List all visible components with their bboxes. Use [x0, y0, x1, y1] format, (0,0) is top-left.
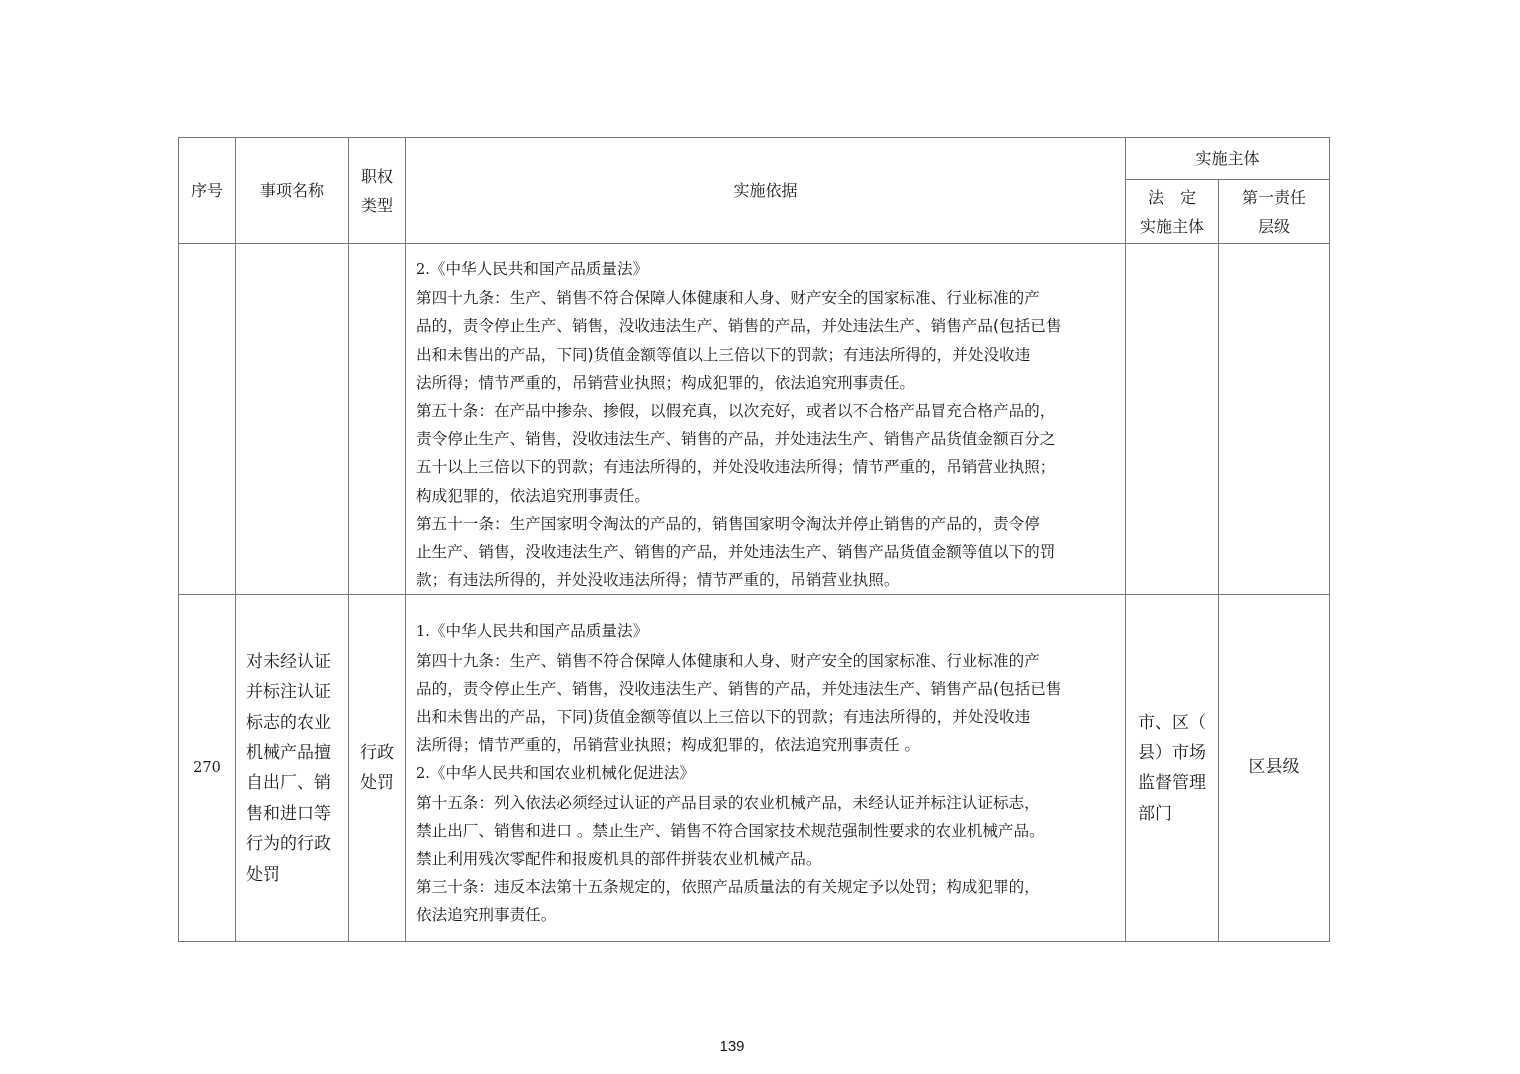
table-row	[179, 244, 1330, 595]
row1-legal-subject	[1126, 244, 1219, 595]
document-table	[178, 137, 1330, 942]
header-legal-subject: 法 定 实施主体	[1126, 180, 1219, 244]
header-item-name: 事项名称	[236, 138, 349, 244]
row1-type	[349, 244, 406, 595]
row1-basis	[406, 244, 1126, 595]
basis-line: 构成犯罪的，依法追究刑事责任。	[416, 486, 650, 505]
row2-basis	[406, 595, 1126, 942]
basis-line: 品的，责令停止生产、销售，没收违法生产、销售的产品，并处违法生产、销售产品(包括已售	[416, 679, 1062, 698]
row2-type: 行政 处罚	[349, 595, 406, 942]
basis-line: 五十以上三倍以下的罚款；有违法所得的，并处没收违法所得；情节严重的，吊销营业执照；	[416, 458, 1056, 477]
row1-seq	[179, 244, 236, 595]
basis-line: 第五十条：在产品中掺杂、掺假，以假充真，以次充好，或者以不合格产品冒充合格产品的，	[416, 402, 1056, 421]
basis-line: 第五十一条：生产国家明令淘汰的产品的，销售国家明令淘汰并停止销售的产品的，责令停	[416, 514, 1040, 533]
basis-line: 第三十条：违反本法第十五条规定的，依照产品质量法的有关规定予以处罚；构成犯罪的，	[416, 878, 1040, 897]
row1-level	[1219, 244, 1330, 595]
basis-line: 责令停止生产、销售，没收违法生产、销售的产品，并处违法生产、销售产品货值金额百分之	[416, 430, 1056, 449]
basis-line: 法所得；情节严重的，吊销营业执照；构成犯罪的，依法追究刑事责任 。	[416, 736, 920, 755]
basis-line: 第十五条：列入依法必须经过认证的产品目录的农业机械产品，未经认证并标注认证标志，	[416, 793, 1040, 812]
basis-line: 第四十九条：生产、销售不符合保障人体健康和人身、财产安全的国家标准、行业标准的产	[416, 651, 1040, 670]
basis-line: 法所得；情节严重的，吊销营业执照；构成犯罪的，依法追究刑事责任。	[416, 373, 916, 392]
law-title: 2.《中华人民共和国农业机械化促进法》	[416, 764, 695, 783]
basis-line: 品的，责令停止生产、销售，没收违法生产、销售的产品，并处违法生产、销售产品(包括已售	[416, 317, 1062, 336]
basis-line: 依法追究刑事责任。	[416, 906, 557, 925]
basis-line: 出和未售出的产品，下同)货值金额等值以上三倍以下的罚款；有违法所得的，并处没收违	[416, 345, 1031, 364]
basis-line: 出和未售出的产品，下同)货值金额等值以上三倍以下的罚款；有违法所得的，并处没收违	[416, 708, 1031, 727]
law-title: 1.《中华人民共和国产品质量法》	[416, 622, 649, 641]
table-row	[179, 595, 1330, 942]
law-title: 2.《中华人民共和国产品质量法》	[416, 260, 649, 278]
header-seq: 序号	[179, 138, 236, 244]
basis-line: 第四十九条：生产、销售不符合保障人体健康和人身、财产安全的国家标准、行业标准的产	[416, 289, 1040, 308]
row1-name	[236, 244, 349, 595]
header-type: 职权 类型	[349, 138, 406, 244]
basis-line: 款；有违法所得的，并处没收违法所得；情节严重的，吊销营业执照。	[416, 571, 900, 590]
basis-line: 禁止利用残次零配件和报废机具的部件拼装农业机械产品。	[416, 850, 822, 869]
header-basis: 实施依据	[406, 138, 1126, 244]
basis-line: 止生产、销售，没收违法生产、销售的产品，并处违法生产、销售产品货值金额等值以下的罚	[416, 543, 1056, 562]
header-subject: 实施主体	[1126, 138, 1330, 180]
basis-line: 禁止出厂、销售和进口 。禁止生产、销售不符合国家技术规范强制性要求的农业机械产品。	[416, 821, 1045, 840]
row2-level: 区县级	[1219, 595, 1330, 942]
header-responsibility-level: 第一责任 层级	[1219, 180, 1330, 244]
page-number: 139	[719, 1038, 745, 1055]
row2-seq: 270	[179, 595, 236, 942]
row2-name: 对未经认证 并标注认证 标志的农业 机械产品擅 自出厂、销 售和进口等 行为的行政 处罚	[236, 595, 349, 942]
row2-legal-subject: 市、区（ 县）市场 监督管理 部门	[1126, 595, 1219, 942]
